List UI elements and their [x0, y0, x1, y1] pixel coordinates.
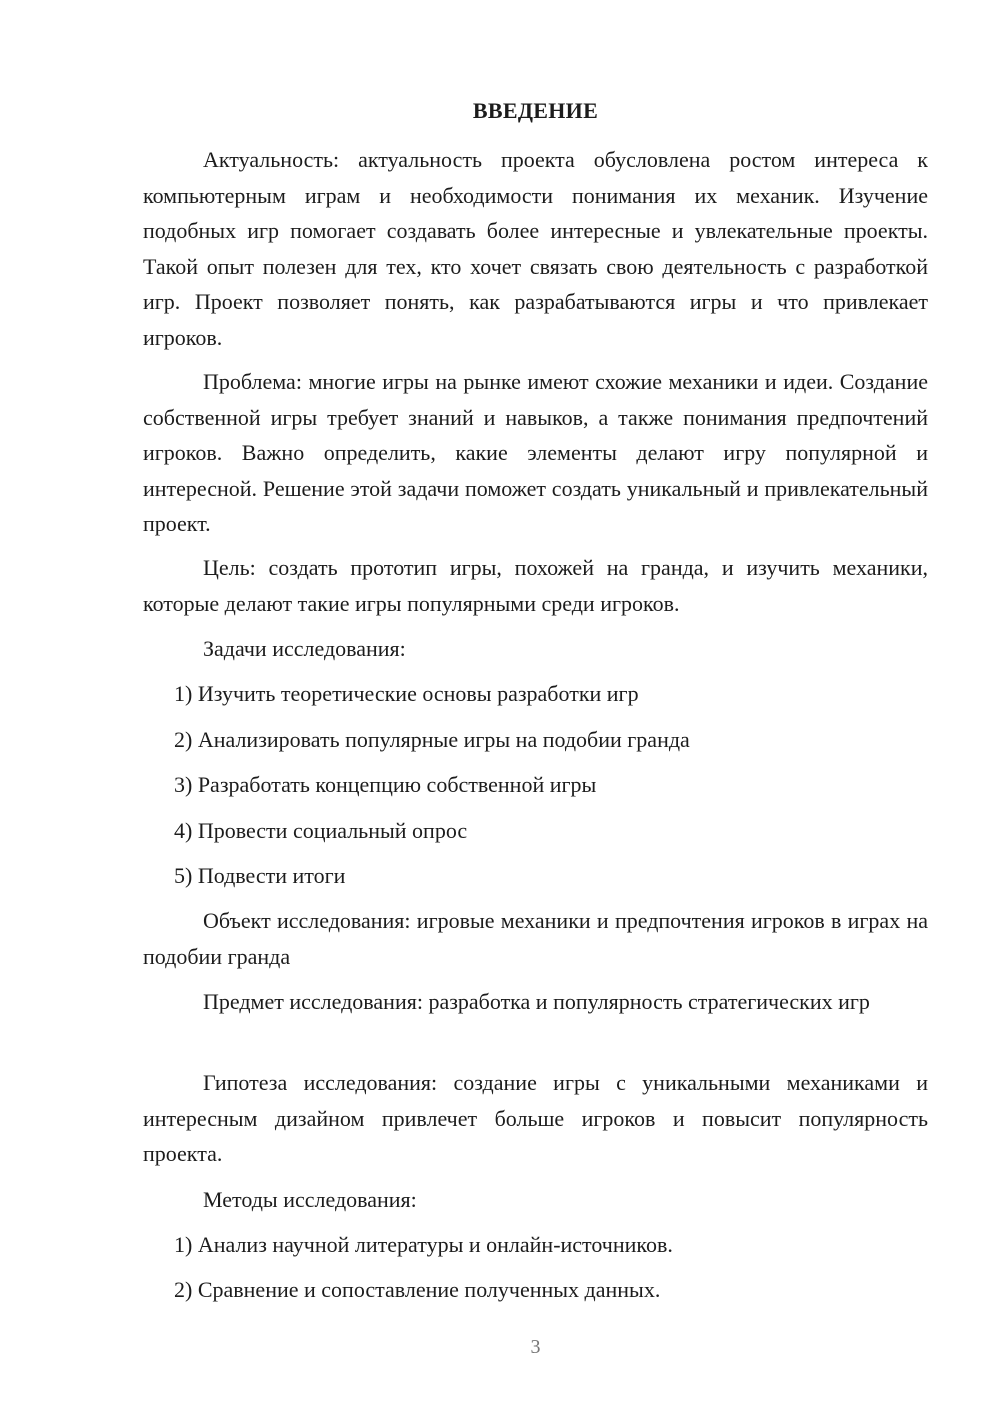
page-number: 3	[530, 1336, 541, 1358]
subject-paragraph: Предмет исследования: разработка и популярность стратегических игр	[203, 989, 870, 1014]
document-page	[143, 0, 928, 1414]
problem-paragraph: Проблема: многие игры на рынке имеют схожие механики и идеи. Создание собственной игры требует знаний и навыков, а также понимания предпочтений игроков. Важно определить, какие элементы делают игру популярной и интересной. Решение этой задачи поможет создать уникальный и привлекательный проект.	[143, 369, 928, 537]
hypothesis-paragraph: Гипотеза исследования: создание игры с уникальными механиками и интересным дизайном привлечет больше игроков и повысит популярность проекта.	[143, 1070, 928, 1167]
methods-heading: Методы исследования:	[203, 1187, 417, 1212]
relevance-paragraph: Актуальность: актуальность проекта обусловлена ростом интереса к компьютерным играм и необходимости понимания их механик. Изучение подобных игр помогает создавать более интересные и увлекательные проекты. Такой опыт полезен для тех, кто хочет связать свою деятельность с разработкой игр. Проект позволяет понять, как разрабатываются игры и что привлекает игроков.	[143, 147, 928, 350]
method-item-1: 1) Анализ научной литературы и онлайн-источников.	[174, 1232, 673, 1257]
task-item-3: 3) Разработать концепцию собственной игры	[174, 772, 597, 797]
task-item-5: 5) Подвести итоги	[174, 863, 346, 888]
goal-paragraph: Цель: создать прототип игры, похожей на гранда, и изучить механики, которые делают такие игры популярными среди игроков.	[143, 555, 928, 616]
task-item-2: 2) Анализировать популярные игры на подобии гранда	[174, 727, 690, 752]
task-item-1: 1) Изучить теоретические основы разработки игр	[174, 681, 639, 706]
section-heading: ВВЕДЕНИЕ	[472, 98, 599, 123]
object-paragraph: Объект исследования: игровые механики и предпочтения игроков в играх на подобии гранда	[143, 908, 928, 969]
method-item-2: 2) Сравнение и сопоставление полученных данных.	[174, 1277, 661, 1302]
task-item-4: 4) Провести социальный опрос	[174, 818, 468, 843]
tasks-heading: Задачи исследования:	[203, 636, 406, 661]
